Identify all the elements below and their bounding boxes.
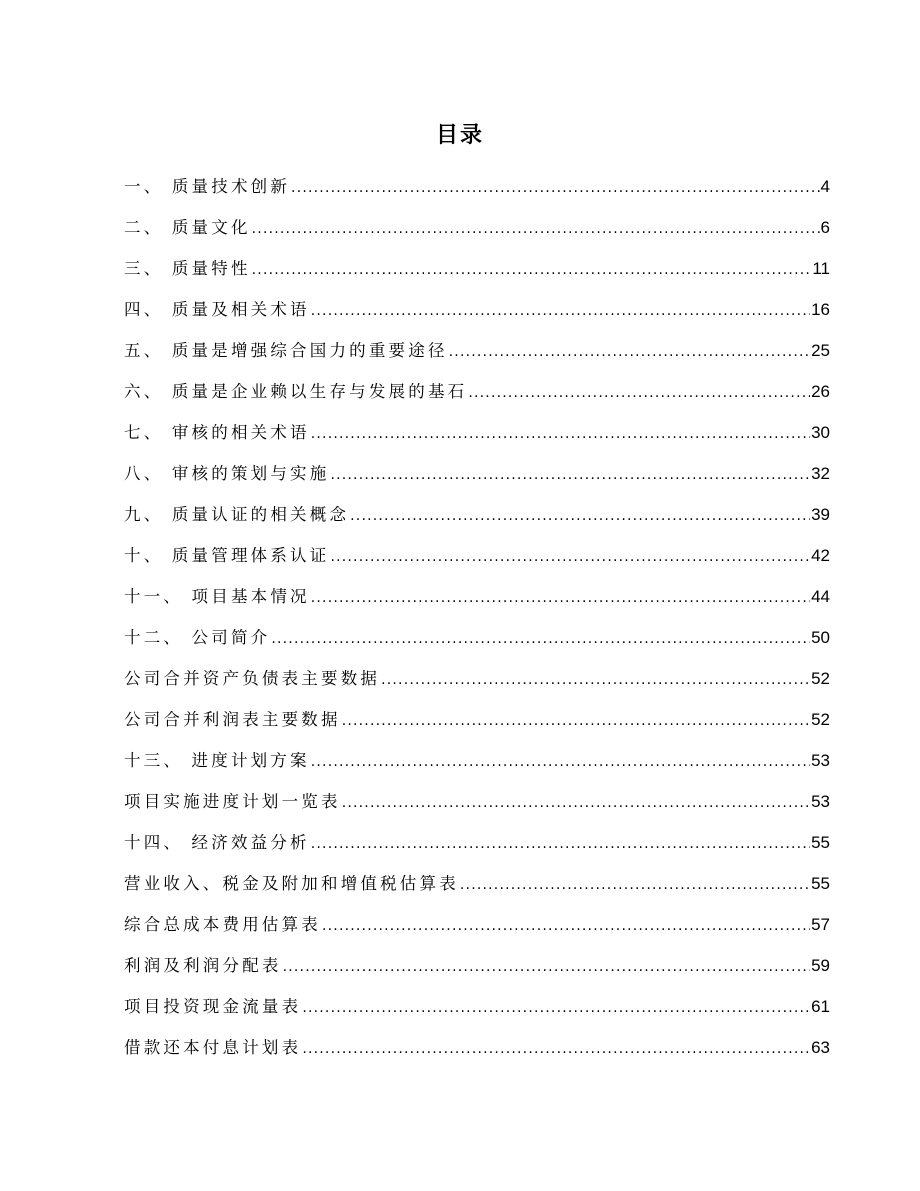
toc-entry[interactable] (124, 248, 830, 289)
toc-entry-page: 42 (811, 546, 830, 565)
toc-entry-page: 59 (811, 956, 830, 975)
toc-entry[interactable] (124, 166, 830, 207)
toc-entry-label: 营业收入、税金及附加和增值税估算表 (124, 874, 459, 893)
toc-entry[interactable] (124, 740, 830, 781)
toc-entry-label: 借款还本付息计划表 (124, 1038, 302, 1057)
toc-entry-label: 十四、 经济效益分析 (124, 833, 310, 852)
toc-leader-dots (322, 906, 810, 947)
toc-entry[interactable] (124, 863, 830, 904)
toc-entry[interactable] (124, 781, 830, 822)
toc-leader-dots (381, 660, 810, 701)
toc-leader-dots (291, 168, 819, 209)
toc-entry-label: 一、 质量技术创新 (124, 177, 291, 196)
toc-entry-page: 50 (811, 628, 830, 647)
toc-entry-page: 6 (820, 218, 830, 237)
toc-entry-label: 十三、 进度计划方案 (124, 751, 310, 770)
toc-entry-page: 26 (811, 382, 830, 401)
toc-entry[interactable] (124, 494, 830, 535)
toc-entry-label: 十一、 项目基本情况 (124, 587, 310, 606)
toc-entry[interactable] (124, 904, 830, 945)
toc-entry-page: 53 (811, 792, 830, 811)
toc-entry-page: 52 (811, 669, 830, 688)
toc-entry[interactable] (124, 289, 830, 330)
toc-leader-dots (311, 414, 810, 455)
toc-entry-label: 五、 质量是增强综合国力的重要途径 (124, 341, 448, 360)
toc-entry-page: 44 (811, 587, 830, 606)
toc-entry-label: 七、 审核的相关术语 (124, 423, 310, 442)
toc-entry-label: 三、 质量特性 (124, 259, 251, 278)
toc-leader-dots (342, 701, 810, 742)
toc-entry[interactable] (124, 986, 830, 1027)
toc-entry[interactable] (124, 1027, 830, 1068)
toc-leader-dots (302, 988, 810, 1029)
toc-leader-dots (252, 209, 820, 250)
toc-leader-dots (460, 865, 810, 906)
toc-leader-dots (311, 578, 810, 619)
toc-entry[interactable] (124, 699, 830, 740)
toc-leader-dots (302, 1029, 810, 1070)
toc-entry-page: 30 (811, 423, 830, 442)
toc-leader-dots (283, 947, 810, 988)
toc-entry-label: 四、 质量及相关术语 (124, 300, 310, 319)
toc-entry-page: 32 (811, 464, 830, 483)
toc-entry-label: 十、 质量管理体系认证 (124, 546, 330, 565)
toc-leader-dots (330, 455, 810, 496)
toc-entry-page: 55 (811, 874, 830, 893)
toc-entry-page: 52 (811, 710, 830, 729)
toc-entry[interactable] (124, 822, 830, 863)
toc-entry-page: 25 (811, 341, 830, 360)
toc-leader-dots (311, 824, 810, 865)
toc-entry-page: 53 (811, 751, 830, 770)
toc-leader-dots (252, 250, 812, 291)
toc-entry-label: 公司合并利润表主要数据 (124, 710, 341, 729)
toc-entry-page: 4 (820, 177, 830, 196)
toc-entry-label: 综合总成本费用估算表 (124, 915, 321, 934)
toc-entry-label: 十二、 公司简介 (124, 628, 271, 647)
toc-entry-label: 九、 质量认证的相关概念 (124, 505, 350, 524)
toc-entry-label: 利润及利润分配表 (124, 956, 282, 975)
toc-entry[interactable] (124, 371, 830, 412)
toc-entry-label: 项目投资现金流量表 (124, 997, 302, 1016)
toc-entry[interactable] (124, 453, 830, 494)
toc-entry-label: 公司合并资产负债表主要数据 (124, 669, 381, 688)
toc-entry[interactable] (124, 576, 830, 617)
toc-entry-label: 六、 质量是企业赖以生存与发展的基石 (124, 382, 468, 401)
toc-entry-page: 39 (811, 505, 830, 524)
toc-entry-page: 55 (811, 833, 830, 852)
toc-entry[interactable] (124, 207, 830, 248)
toc-entry-label: 项目实施进度计划一览表 (124, 792, 341, 811)
toc-entry-page: 61 (811, 997, 830, 1016)
toc-leader-dots (311, 742, 810, 783)
toc-entry[interactable] (124, 535, 830, 576)
toc-entry-page: 57 (811, 915, 830, 934)
toc-entry[interactable] (124, 330, 830, 371)
toc-leader-dots (330, 537, 810, 578)
toc-entry-page: 63 (811, 1038, 830, 1057)
toc-entry-page: 16 (811, 300, 830, 319)
toc-entry-page: 11 (812, 259, 830, 278)
toc-list (124, 166, 830, 1068)
toc-leader-dots (350, 496, 810, 537)
toc-leader-dots (449, 332, 810, 373)
toc-entry[interactable] (124, 945, 830, 986)
toc-leader-dots (342, 783, 810, 824)
toc-leader-dots (311, 291, 810, 332)
toc-entry[interactable] (124, 658, 830, 699)
toc-entry[interactable] (124, 412, 830, 453)
toc-leader-dots (271, 619, 810, 660)
toc-title: 目录 (435, 123, 484, 148)
toc-entry[interactable] (124, 617, 830, 658)
toc-entry-label: 二、 质量文化 (124, 218, 251, 237)
toc-leader-dots (468, 373, 810, 414)
toc-entry-label: 八、 审核的策划与实施 (124, 464, 330, 483)
